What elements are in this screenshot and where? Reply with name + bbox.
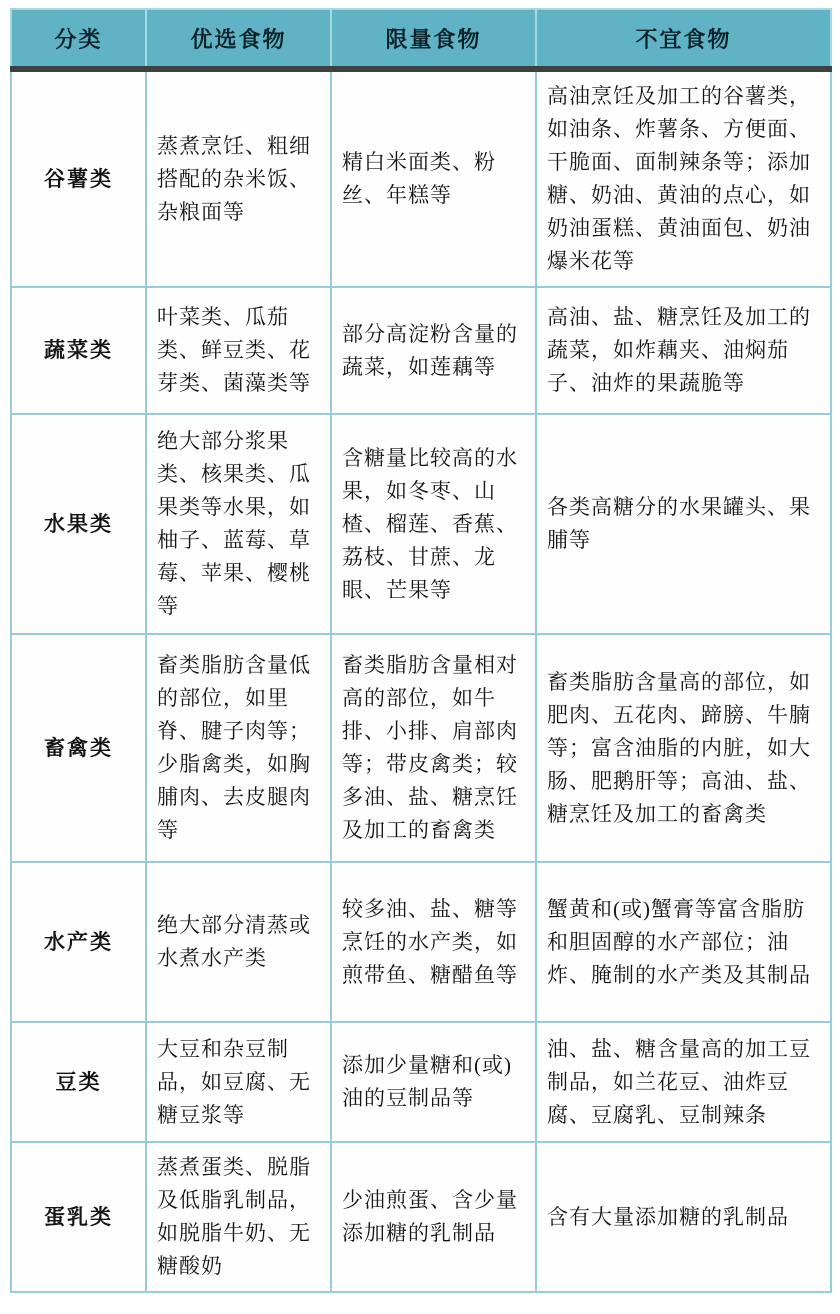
cell-category: 谷薯类 (11, 69, 146, 287)
column-header-limited: 限量食物 (331, 9, 536, 69)
cell-limited: 少油煎蛋、含少量添加糖的乳制品 (331, 1142, 536, 1292)
cell-avoid: 各类高糖分的水果罐头、果脯等 (536, 414, 831, 634)
cell-limited: 畜类脂肪含量相对高的部位，如牛排、小排、肩部肉等；带皮禽类；较多油、盐、糖烹饪及加工的畜禽类 (331, 634, 536, 862)
cell-avoid: 高油烹饪及加工的谷薯类，如油条、炸薯条、方便面、干脆面、面制辣条等；添加糖、奶油、黄油的点心，如奶油蛋糕、黄油面包、奶油爆米花等 (536, 69, 831, 287)
table-row (11, 1142, 831, 1292)
cell-avoid: 畜类脂肪含量高的部位，如肥肉、五花肉、蹄膀、牛腩等；富含油脂的内脏，如大肠、肥鹅肝等；高油、盐、糖烹饪及加工的畜禽类 (536, 634, 831, 862)
cell-preferred: 绝大部分清蒸或水煮水产类 (146, 862, 331, 1022)
cell-category: 蛋乳类 (11, 1142, 146, 1292)
header-row (11, 9, 831, 69)
cell-limited: 较多油、盐、糖等烹饪的水产类，如煎带鱼、糖醋鱼等 (331, 862, 536, 1022)
cell-limited: 部分高淀粉含量的蔬菜，如莲藕等 (331, 287, 536, 414)
cell-preferred: 蒸煮蛋类、脱脂及低脂乳制品，如脱脂牛奶、无糖酸奶 (146, 1142, 331, 1292)
cell-preferred: 绝大部分浆果类、核果类、瓜果类等水果，如柚子、蓝莓、草莓、苹果、樱桃等 (146, 414, 331, 634)
cell-preferred: 蒸煮烹饪、粗细搭配的杂米饭、杂粮面等 (146, 69, 331, 287)
column-header-category: 分类 (11, 9, 146, 69)
cell-avoid: 油、盐、糖含量高的加工豆制品，如兰花豆、油炸豆腐、豆腐乳、豆制辣条 (536, 1022, 831, 1142)
food-guidance-table (10, 8, 832, 1293)
cell-avoid: 高油、盐、糖烹饪及加工的蔬菜，如炸藕夹、油焖茄子、油炸的果蔬脆等 (536, 287, 831, 414)
cell-avoid: 含有大量添加糖的乳制品 (536, 1142, 831, 1292)
table-row (11, 69, 831, 287)
cell-category: 水果类 (11, 414, 146, 634)
cell-limited: 精白米面类、粉丝、年糕等 (331, 69, 536, 287)
column-header-preferred: 优选食物 (146, 9, 331, 69)
cell-category: 水产类 (11, 862, 146, 1022)
cell-category: 豆类 (11, 1022, 146, 1142)
cell-avoid: 蟹黄和(或)蟹膏等富含脂肪和胆固醇的水产部位；油炸、腌制的水产类及其制品 (536, 862, 831, 1022)
cell-category: 畜禽类 (11, 634, 146, 862)
cell-limited: 添加少量糖和(或)油的豆制品等 (331, 1022, 536, 1142)
cell-preferred: 畜类脂肪含量低的部位，如里脊、腱子肉等；少脂禽类，如胸脯肉、去皮腿肉等 (146, 634, 331, 862)
cell-preferred: 叶菜类、瓜茄类、鲜豆类、花芽类、菌藻类等 (146, 287, 331, 414)
table-row (11, 414, 831, 634)
table-row (11, 862, 831, 1022)
cell-preferred: 大豆和杂豆制品，如豆腐、无糖豆浆等 (146, 1022, 331, 1142)
table-row (11, 287, 831, 414)
cell-limited: 含糖量比较高的水果，如冬枣、山楂、榴莲、香蕉、荔枝、甘蔗、龙眼、芒果等 (331, 414, 536, 634)
table-row (11, 634, 831, 862)
table-row (11, 1022, 831, 1142)
cell-category: 蔬菜类 (11, 287, 146, 414)
column-header-avoid: 不宜食物 (536, 9, 831, 69)
